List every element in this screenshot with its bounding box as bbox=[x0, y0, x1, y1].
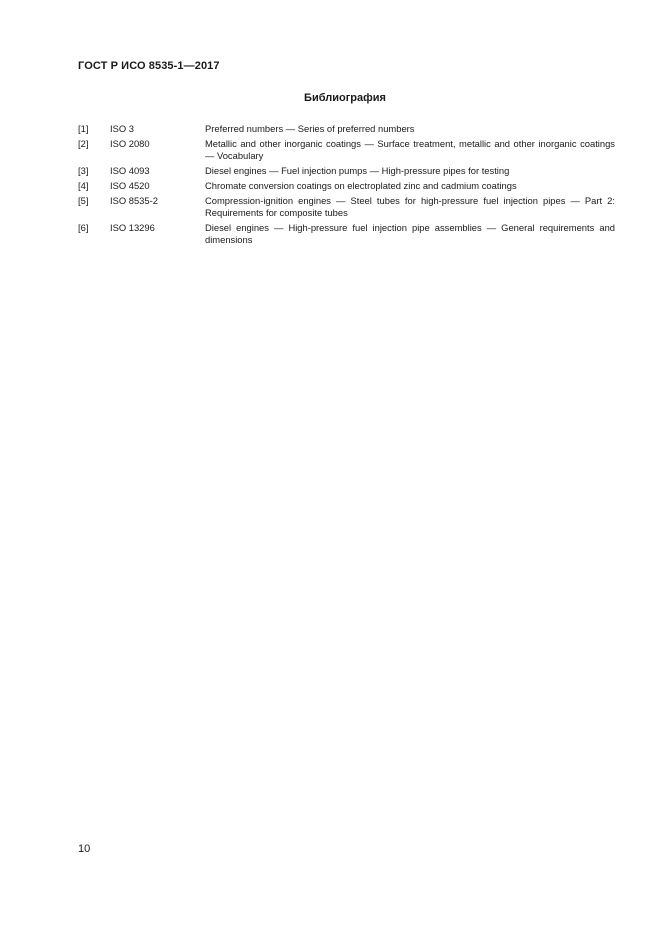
reference-code: ISO 13296 bbox=[110, 222, 155, 233]
reference-title: Preferred numbers — Series of preferred numbers bbox=[205, 123, 415, 134]
reference-title: Chromate conversion coatings on electroplated zinc and cadmium coatings bbox=[205, 180, 517, 191]
bibliography-item bbox=[78, 180, 615, 192]
reference-code: ISO 8535-2 bbox=[110, 195, 158, 206]
reference-title: Compression-ignition engines — Steel tubes for high-pressure fuel injection pipes — Part 2: Requirements for composite tubes bbox=[205, 195, 615, 218]
reference-code: ISO 2080 bbox=[110, 138, 150, 149]
reference-title: Metallic and other inorganic coatings — Surface treatment, metallic and other inorganic coatings — Vocabulary bbox=[205, 138, 615, 161]
document-header: ГОСТ Р ИСО 8535-1—2017 bbox=[78, 60, 220, 72]
reference-number: [6] bbox=[78, 222, 89, 233]
reference-number: [3] bbox=[78, 165, 89, 176]
bibliography-item bbox=[78, 195, 615, 219]
page-number: 10 bbox=[78, 843, 91, 855]
reference-code: ISO 4093 bbox=[110, 165, 150, 176]
reference-title: Diesel engines — High-pressure fuel injection pipe assemblies — General requirements and dimensions bbox=[205, 222, 615, 245]
section-title: Библиография bbox=[304, 92, 386, 104]
bibliography-item bbox=[78, 165, 615, 177]
reference-number: [5] bbox=[78, 195, 89, 206]
bibliography-item bbox=[78, 123, 615, 135]
reference-title: Diesel engines — Fuel injection pumps — High-pressure pipes for testing bbox=[205, 165, 510, 176]
reference-code: ISO 4520 bbox=[110, 180, 150, 191]
reference-code: ISO 3 bbox=[110, 123, 134, 134]
reference-number: [2] bbox=[78, 138, 89, 149]
bibliography-item bbox=[78, 138, 615, 162]
reference-number: [4] bbox=[78, 180, 89, 191]
bibliography-item bbox=[78, 222, 615, 246]
reference-number: [1] bbox=[78, 123, 89, 134]
bibliography-list bbox=[78, 123, 615, 249]
